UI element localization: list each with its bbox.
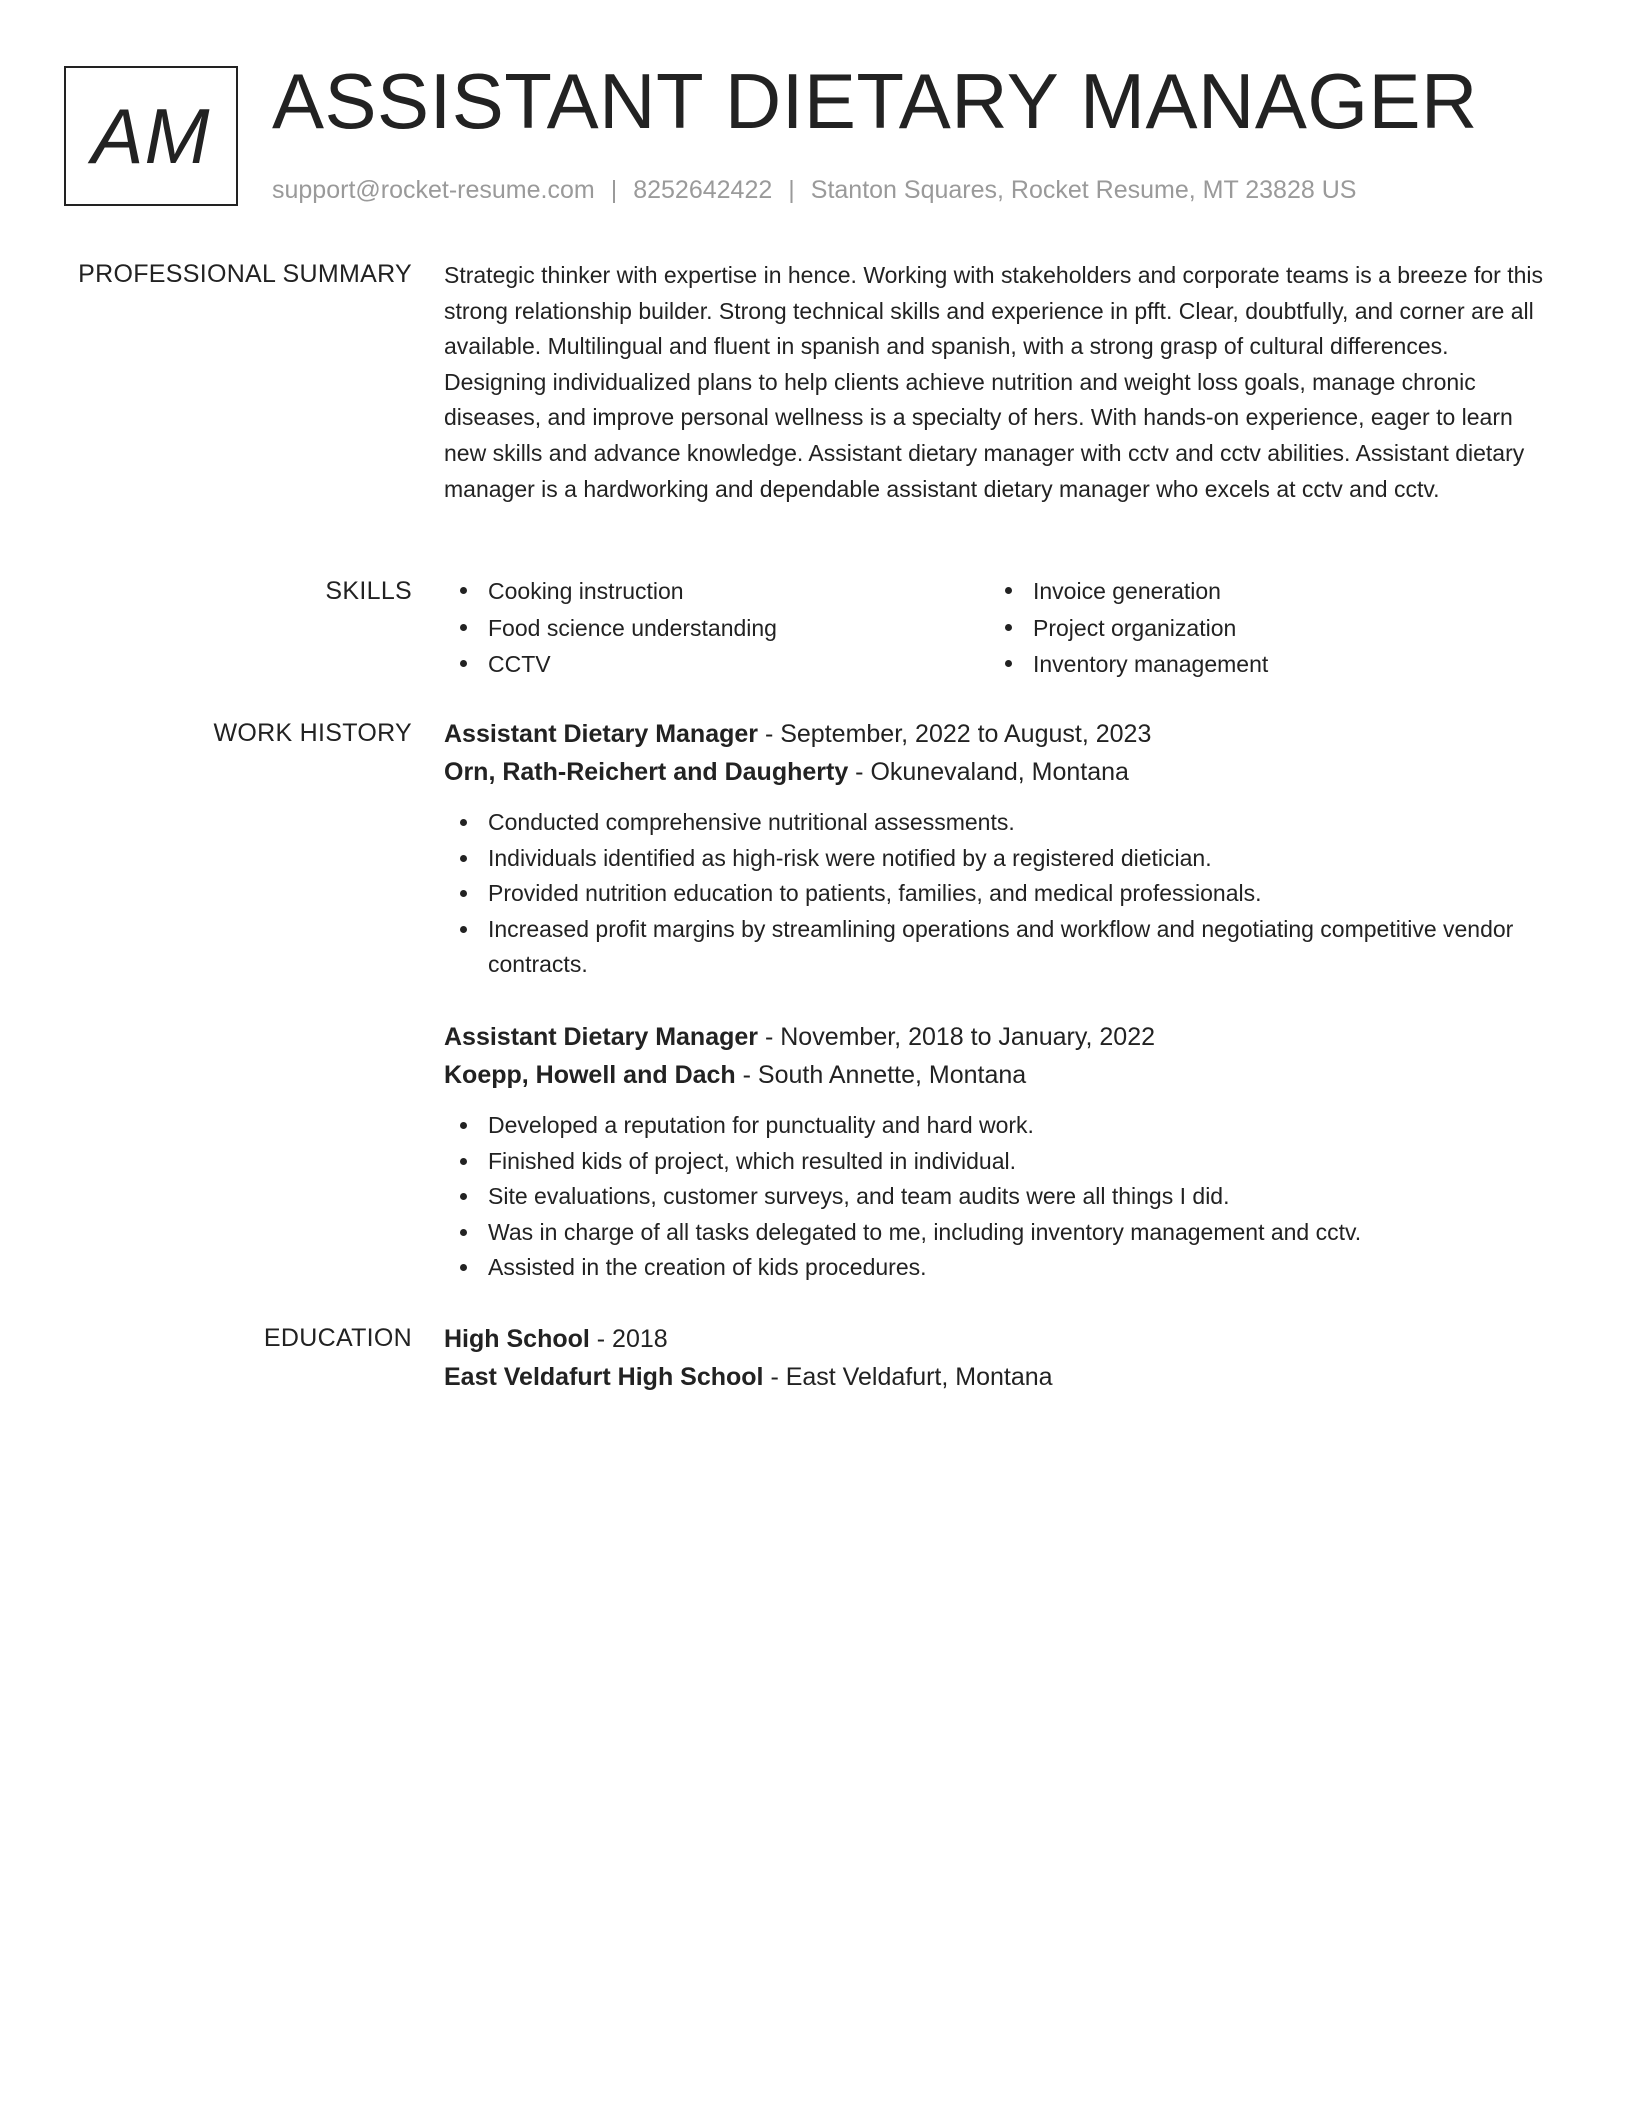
monogram-initials: AM	[91, 91, 211, 180]
monogram-box	[64, 66, 238, 206]
job-bullet: Was in charge of all tasks delegated to me, including inventory management and cctv.	[444, 1215, 1554, 1251]
job-entry	[444, 1018, 1554, 1286]
contact-phone[interactable]: 8252642422	[633, 176, 773, 204]
job-bullet: Site evaluations, customer surveys, and team audits were all things I did.	[444, 1179, 1554, 1215]
job-company-line	[444, 1056, 1554, 1094]
education-location: - East Veldafurt, Montana	[763, 1363, 1053, 1391]
job-title-line	[444, 1018, 1554, 1056]
contact-line	[272, 172, 1356, 208]
skills-grid	[444, 573, 1554, 683]
job-bullet: Conducted comprehensive nutritional assessments.	[444, 805, 1554, 841]
job-location: - South Annette, Montana	[735, 1061, 1027, 1089]
job-dates: - November, 2018 to January, 2022	[758, 1023, 1156, 1051]
job-dates: - September, 2022 to August, 2023	[758, 720, 1152, 748]
contact-address: Stanton Squares, Rocket Resume, MT 23828 US	[810, 176, 1357, 204]
job-bullet: Provided nutrition education to patients, families, and medical professionals.	[444, 876, 1554, 912]
job-location: - Okunevaland, Montana	[848, 758, 1129, 786]
summary-label: PROFESSIONAL SUMMARY	[78, 260, 412, 288]
job-entry	[444, 715, 1554, 983]
job-bullet-list	[444, 1108, 1554, 1286]
education-entry	[444, 1320, 1554, 1396]
job-title-line	[444, 715, 1554, 753]
job-company-line	[444, 753, 1554, 791]
summary-text: Strategic thinker with expertise in hence. Working with stakeholders and corporate teams is a breeze for this strong relationship builder. Strong technical skills and experience in pfft. Clear, doubtfully, and corner are all available. Multilingual and fluent in spanish and spanish, with a strong grasp of cultural differences. Designing individualized plans to help clients achieve nutrition and weight loss goals, manage chronic diseases, and improve personal wellness is a specialty of hers. With hands-on experience, eager to learn new skills and advance knowledge. Assistant dietary manager with cctv and cctv abilities. Assistant dietary manager is a hardworking and dependable assistant dietary manager who excels at cctv and cctv.	[444, 262, 1544, 502]
job-company: Orn, Rath-Reichert and Daugherty	[444, 758, 849, 786]
job-bullet: Increased profit margins by streamlining operations and workflow and negotiating competitive vendor contracts.	[444, 912, 1554, 983]
contact-separator: |	[788, 176, 795, 204]
skill-item: Project organization	[989, 610, 1534, 647]
job-title: Assistant Dietary Manager	[444, 1023, 759, 1051]
education-year: - 2018	[589, 1325, 668, 1353]
job-title: Assistant Dietary Manager	[444, 720, 759, 748]
skill-item: CCTV	[444, 646, 989, 683]
skills-column-left	[444, 573, 989, 683]
job-bullet-list	[444, 805, 1554, 983]
education-degree-line	[444, 1320, 1554, 1358]
skills-label: SKILLS	[325, 577, 412, 605]
skills-column-right	[989, 573, 1534, 683]
job-bullet: Assisted in the creation of kids procedures.	[444, 1250, 1554, 1286]
contact-email[interactable]: support@rocket-resume.com	[272, 176, 595, 204]
skill-item: Food science understanding	[444, 610, 989, 647]
job-company: Koepp, Howell and Dach	[444, 1061, 736, 1089]
education-degree: High School	[444, 1325, 590, 1353]
resume-name: ASSISTANT DIETARY MANAGER	[272, 57, 1478, 145]
education-label: EDUCATION	[263, 1324, 412, 1352]
contact-separator: |	[610, 176, 618, 204]
education-school-line	[444, 1358, 1554, 1396]
education-school: East Veldafurt High School	[444, 1363, 764, 1391]
skill-item: Cooking instruction	[444, 573, 989, 610]
job-bullet: Finished kids of project, which resulted in individual.	[444, 1144, 1554, 1180]
skill-item: Inventory management	[989, 646, 1534, 683]
work-history-label: WORK HISTORY	[213, 719, 412, 747]
job-bullet: Individuals identified as high-risk were notified by a registered dietician.	[444, 841, 1554, 877]
job-bullet: Developed a reputation for punctuality and hard work.	[444, 1108, 1554, 1144]
skill-item: Invoice generation	[989, 573, 1534, 610]
